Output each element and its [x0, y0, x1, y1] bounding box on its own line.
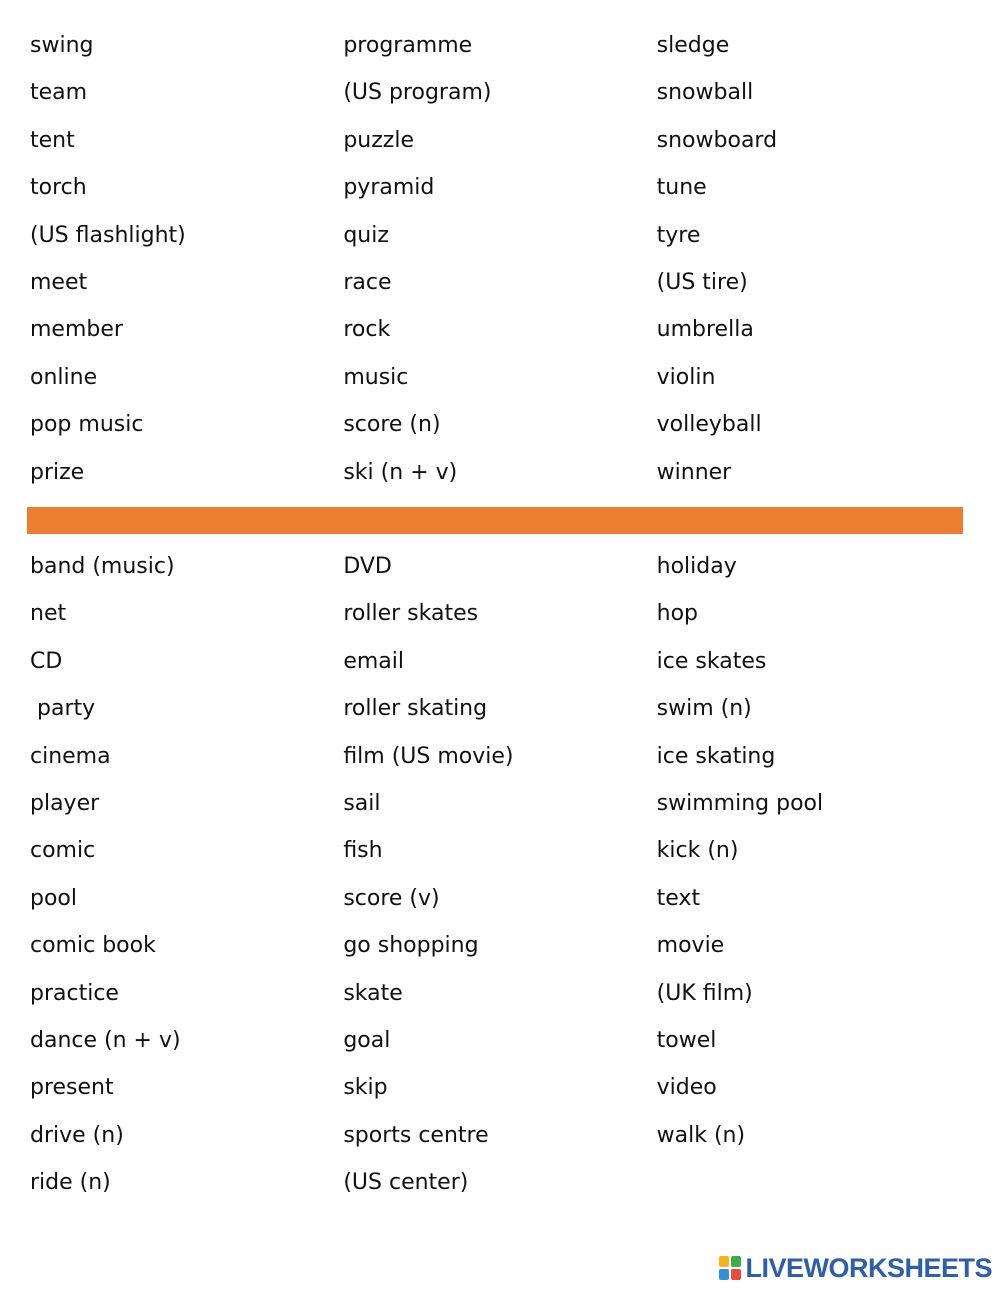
word-item: DVD: [343, 554, 392, 579]
word-item: holiday: [656, 554, 737, 579]
word-item: ice skates: [656, 648, 767, 674]
logo-square: [731, 1269, 741, 1280]
word-item: video: [656, 1075, 717, 1101]
bottom-word-list: [30, 543, 970, 1206]
word-item: net: [30, 601, 67, 627]
word-item: ride (n): [30, 1170, 111, 1196]
word-item: umbrella: [656, 317, 754, 343]
word-item: snowball: [656, 80, 754, 106]
word-item: kick (n): [656, 838, 739, 864]
word-item: skip: [343, 1075, 388, 1101]
bottom-column-3: [657, 543, 970, 1206]
word-item: score (v): [343, 885, 440, 911]
word-item: cinema: [30, 743, 111, 769]
logo-square: [719, 1256, 729, 1267]
word-item: programme: [343, 33, 473, 58]
word-item: pool: [30, 885, 77, 911]
word-item: snowboard: [656, 127, 778, 153]
word-item: goal: [343, 1027, 391, 1053]
word-item: tyre: [656, 222, 701, 248]
section-divider: [27, 507, 963, 534]
word-item: ski (n + v): [343, 459, 458, 485]
word-item: rock: [343, 317, 391, 343]
word-item: go shopping: [343, 933, 479, 959]
word-item: puzzle: [343, 127, 414, 153]
word-item: (US program): [343, 80, 492, 106]
word-item: movie: [656, 933, 725, 959]
word-item: (UK film): [656, 980, 753, 1006]
word-item: team: [30, 80, 88, 106]
word-item: fish: [343, 838, 383, 864]
word-item: (US tire): [656, 269, 748, 295]
word-item: sledge: [656, 33, 730, 58]
top-column-2: [343, 22, 656, 496]
word-item: online: [30, 364, 98, 390]
word-item: sports centre: [343, 1122, 489, 1148]
liveworksheets-logo[interactable]: [719, 1253, 992, 1283]
word-item: pyramid: [343, 175, 435, 201]
word-item: player: [30, 790, 100, 816]
word-item: present: [30, 1075, 114, 1101]
word-item: roller skates: [343, 601, 479, 627]
word-item: film (US movie): [343, 743, 514, 769]
word-item: race: [343, 269, 392, 295]
top-word-list: [30, 22, 970, 496]
bottom-column-2: [343, 543, 656, 1206]
top-column-1: [30, 22, 343, 496]
word-item: winner: [656, 459, 732, 485]
word-item: ice skating: [656, 743, 776, 769]
word-item: meet: [30, 269, 88, 295]
word-item: member: [30, 317, 123, 343]
word-item: towel: [656, 1027, 717, 1053]
word-item: sail: [343, 790, 381, 816]
top-column-3: [657, 22, 970, 496]
word-item: pop music: [30, 412, 144, 438]
word-item: swimming pool: [656, 790, 824, 816]
word-item: violin: [656, 364, 716, 390]
word-item: CD: [30, 648, 63, 674]
word-item: drive (n): [30, 1122, 124, 1148]
word-item: skate: [343, 980, 403, 1006]
word-item: text: [656, 885, 701, 911]
logo-mark-icon: [719, 1256, 741, 1280]
logo-text: LIVEWORKSHEETS: [745, 1252, 992, 1283]
word-item: dance (n + v): [30, 1027, 181, 1053]
word-item: prize: [30, 459, 85, 485]
word-item: email: [343, 648, 404, 674]
word-item: swing: [30, 33, 94, 58]
word-item: swim (n): [656, 696, 752, 722]
word-item: quiz: [343, 222, 389, 248]
word-item: tent: [30, 127, 75, 153]
word-item: score (n): [343, 412, 441, 438]
word-item: comic: [30, 838, 96, 864]
word-item: music: [343, 364, 409, 390]
bottom-column-1: [30, 543, 343, 1206]
word-item: comic book: [30, 933, 156, 959]
word-item: hop: [656, 601, 699, 627]
word-item: tune: [656, 175, 707, 201]
logo-square: [731, 1256, 741, 1267]
word-item: roller skating: [343, 696, 488, 722]
word-item: practice: [30, 980, 119, 1006]
word-item: torch: [30, 175, 87, 201]
logo-square: [719, 1269, 729, 1280]
word-item: (US flashlight): [30, 222, 186, 248]
word-item: band (music): [30, 554, 175, 579]
word-item: walk (n): [656, 1122, 746, 1148]
word-item: party: [30, 696, 96, 722]
word-item: volleyball: [656, 412, 762, 438]
word-item: (US center): [343, 1170, 469, 1196]
